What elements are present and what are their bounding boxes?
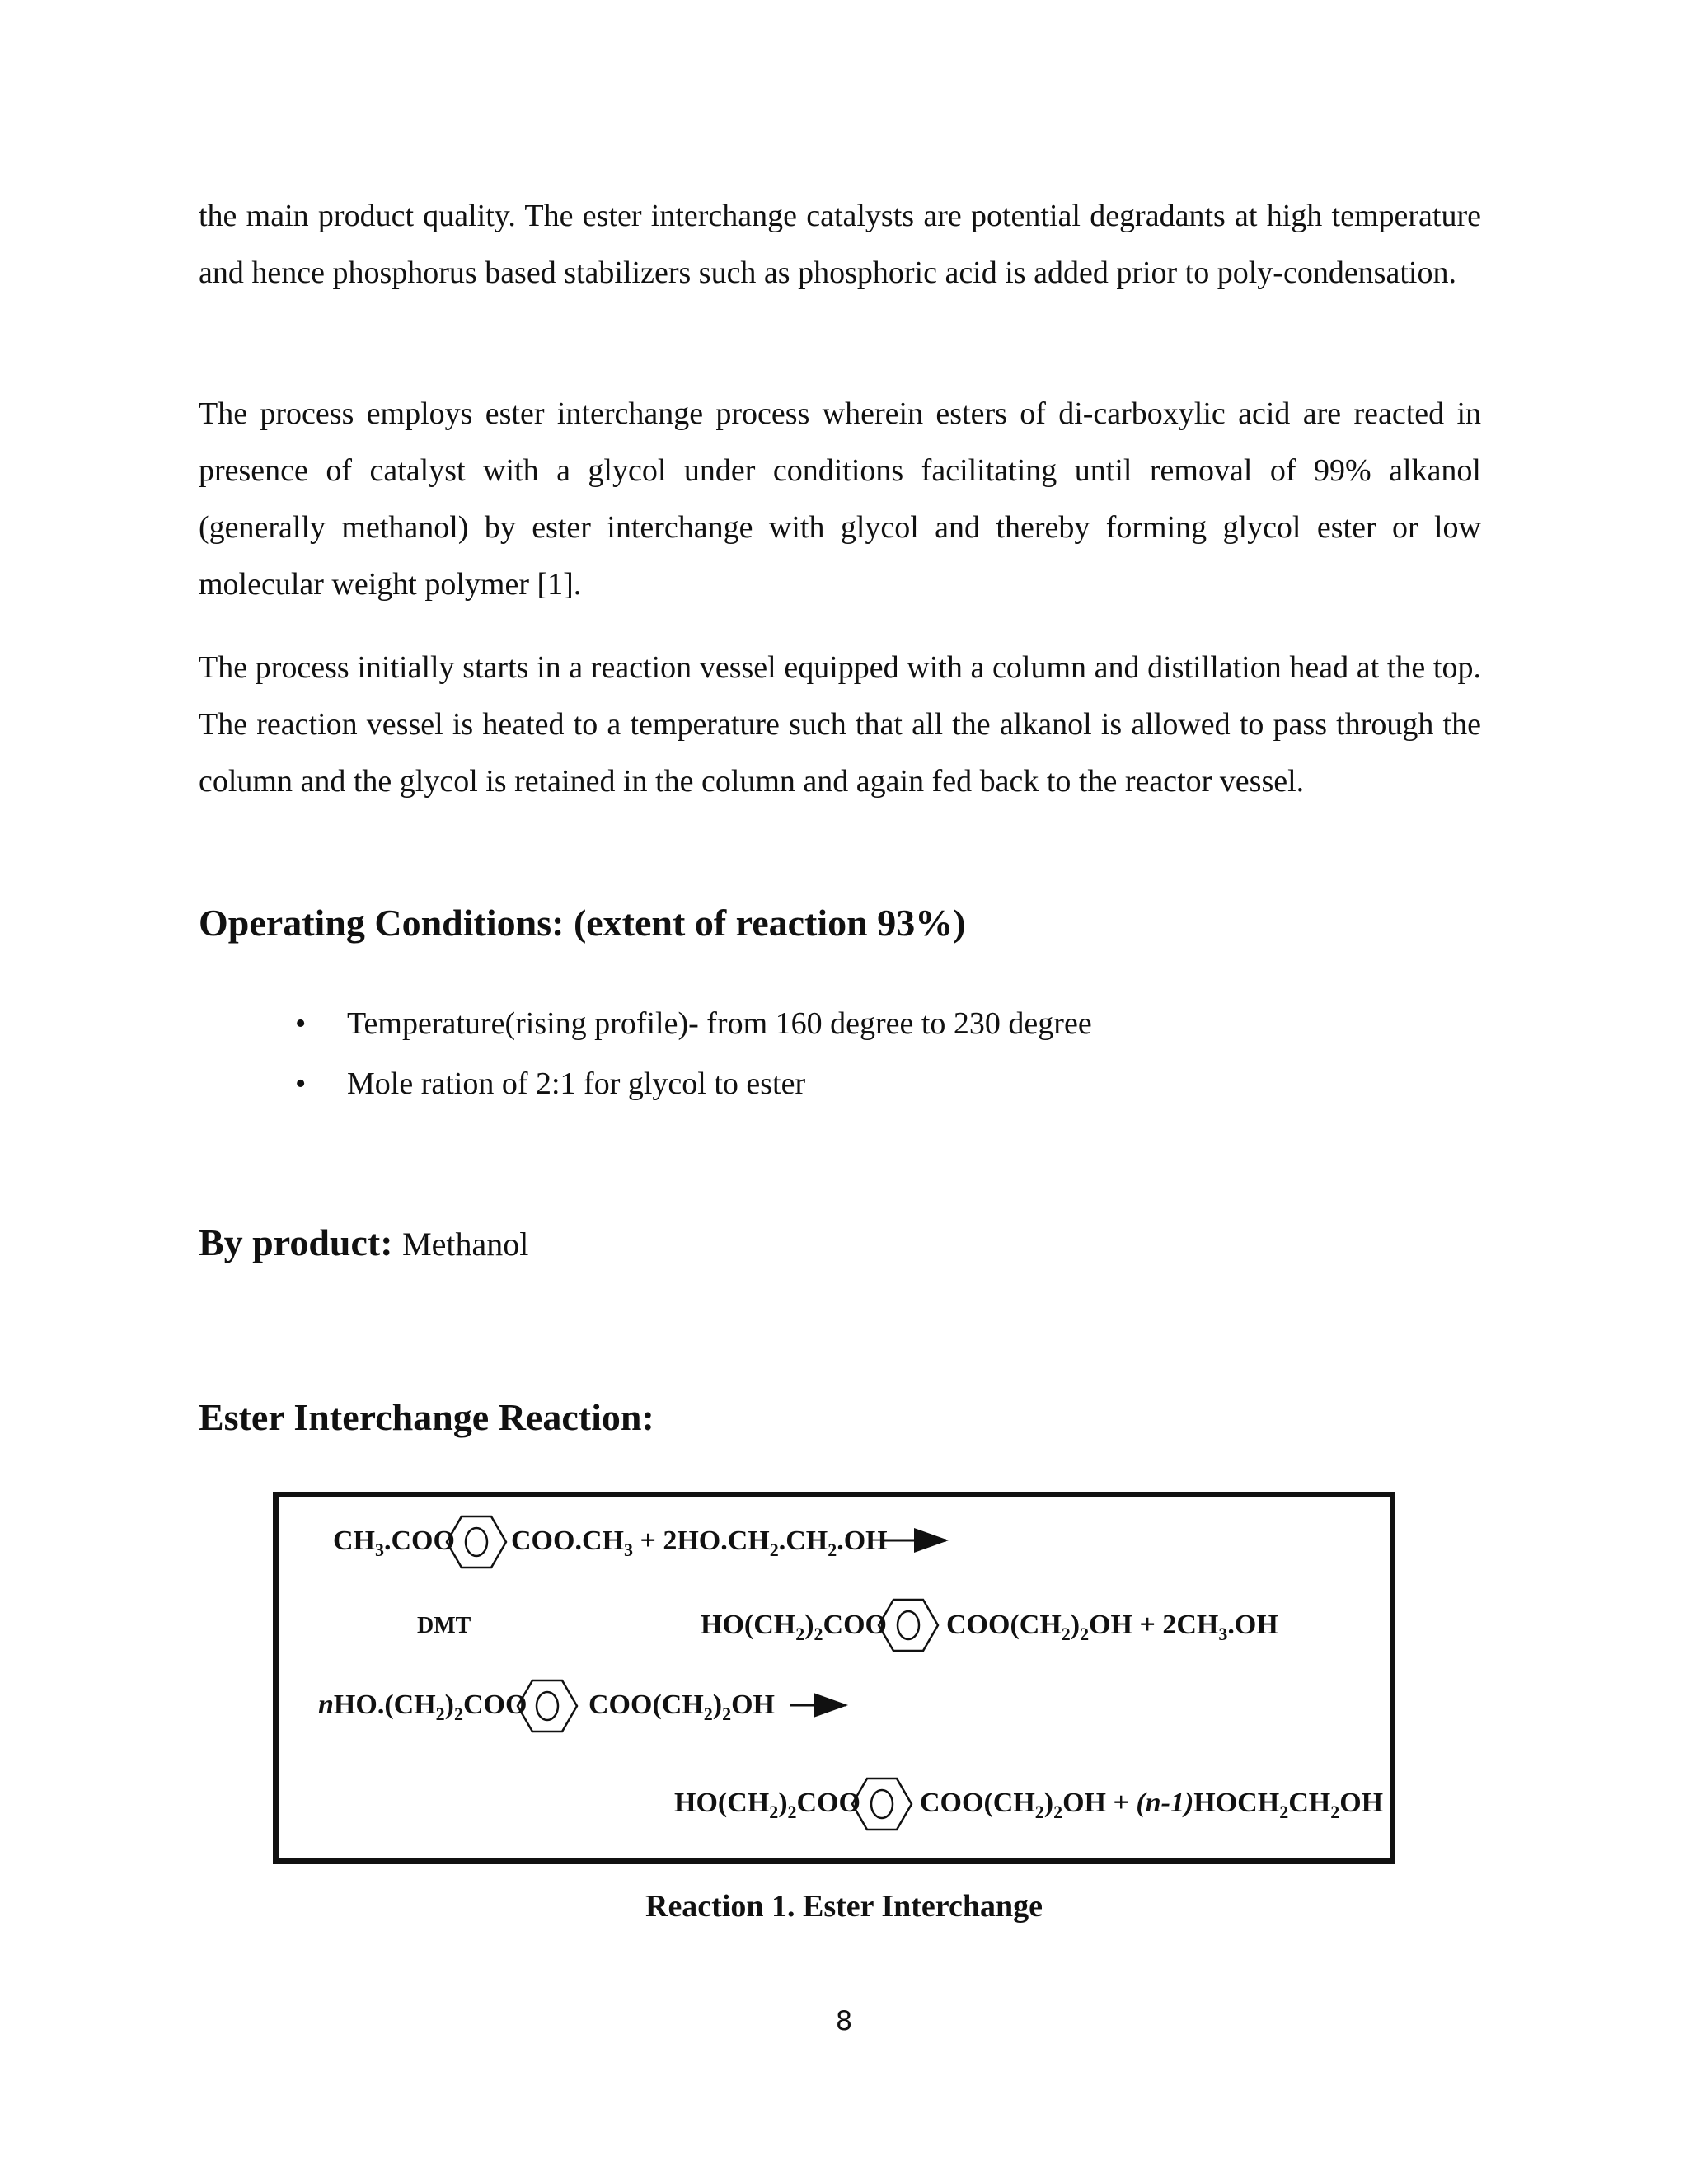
dmt-label: DMT	[417, 1613, 471, 1638]
reaction-scheme-box	[273, 1492, 1395, 1864]
paragraph-3: The process initially starts in a reaction vessel equipped with a column and distillation head at the top. The reaction vessel is heated to a temperature such that all the alkanol is allowed to pass through the column and the glycol is retained in the column and again fed back to the reactor vessel.	[199, 650, 1481, 799]
by-product-label: By product:	[199, 1221, 393, 1263]
benzene-ring-icon	[852, 1779, 912, 1830]
paragraph-2: The process employs ester interchange process wherein esters of di-carboxylic acid are reacted in presence of catalyst with a glycol under conditions facilitating until removal of 99% alkanol (generally methanol) by ester interchange with glycol and thereby forming glycol ester or low molecular weight polymer [1].	[199, 396, 1481, 602]
condition-text: Mole ration of 2:1 for glycol to ester	[347, 1066, 806, 1101]
dmt-right-group: $COO.CH_3 + 2HO.CH_2.CH_2.OH$	[511, 1526, 888, 1560]
bhet-left-group: $HO(CH_2)_2COO$	[701, 1610, 887, 1644]
by-product-heading	[199, 1220, 528, 1268]
bhet-right-group: $COO(CH_2)_2OH + 2CH_3.OH$	[946, 1610, 1278, 1644]
product-right-group: $COO(CH_2)_2OH$ + $(n-1)HOCH_2CH_2OH$	[920, 1788, 1384, 1822]
benzene-ring-icon	[879, 1600, 938, 1651]
operating-conditions-heading: Operating Conditions: (extent of reaction 93%)	[199, 902, 966, 944]
by-product-value: Methanol	[402, 1226, 529, 1263]
benzene-ring-icon	[447, 1516, 506, 1568]
page-number: 8	[835, 2005, 853, 2036]
product-left-group: $HO(CH_2)_2COO$	[674, 1788, 860, 1822]
reaction-heading: Ester Interchange Reaction:	[199, 1396, 654, 1438]
bullet-icon: •	[295, 1006, 307, 1041]
polymer-right-group: $COO(CH_2)_2OH$	[588, 1690, 776, 1724]
figure-caption: Reaction 1. Ester Interchange	[645, 1889, 1043, 1924]
bullet-icon: •	[295, 1066, 307, 1101]
condition-text: Temperature(rising profile)- from 160 degree to 230 degree	[347, 1006, 1092, 1041]
polymer-left-group: $nHO.(CH_2)_2COO$	[318, 1690, 528, 1724]
reaction-scheme-diagram	[279, 1497, 1390, 1858]
dmt-left-group: $CH_3.COO$	[333, 1526, 455, 1560]
paragraph-1: the main product quality. The ester interchange catalysts are potential degradants at high temperature and hence phosphorus based stabilizers such as phosphoric acid is added prior to poly-condensation.	[199, 199, 1481, 290]
